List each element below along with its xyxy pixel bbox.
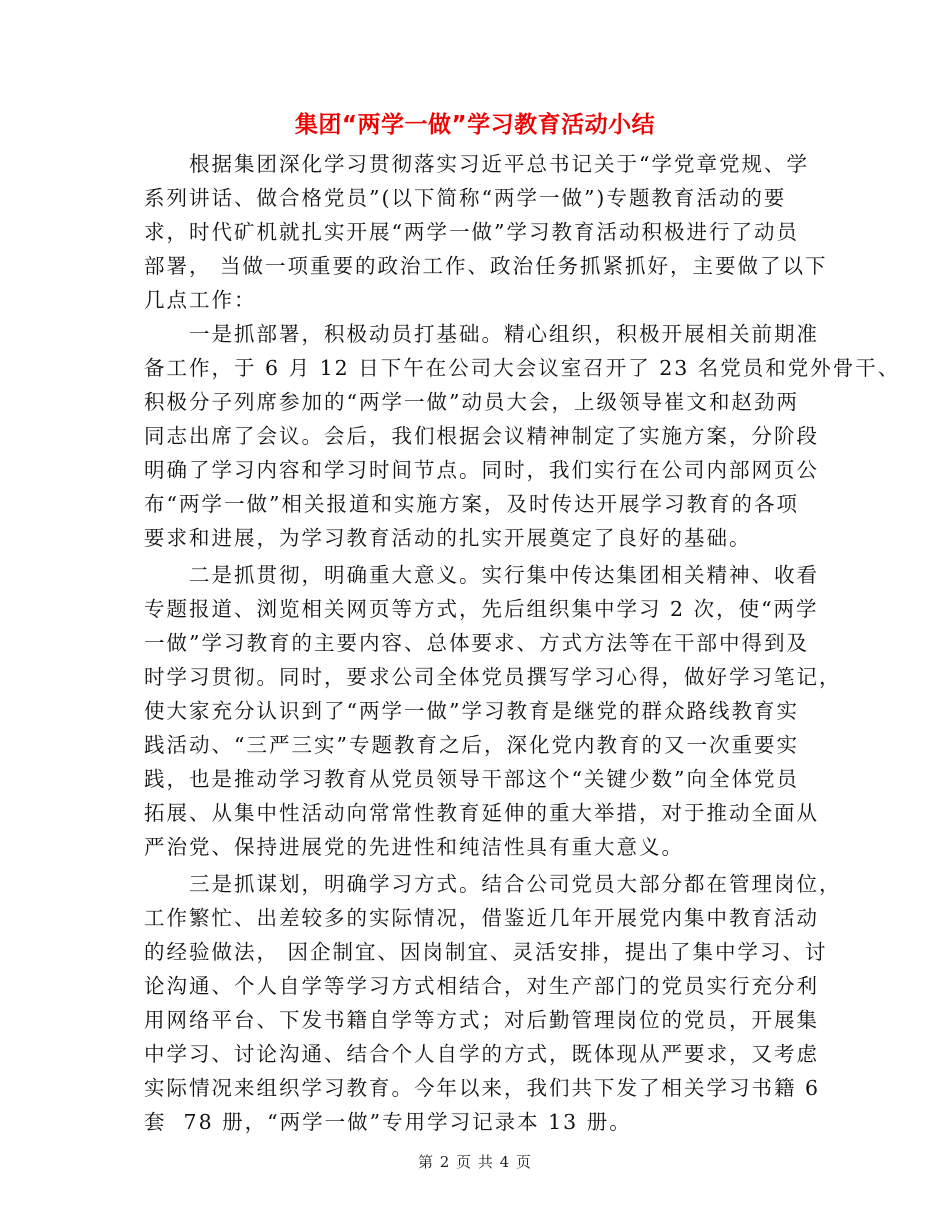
body-line: 工作繁忙、出差较多的实际情况，借鉴近几年开展党内集中教育活动 bbox=[144, 906, 819, 930]
body-line: 三是抓谋划，明确学习方式。结合公司党员大部分都在管理岗位， bbox=[144, 872, 842, 896]
body-line: 时学习贯彻。同时，要求公司全体党员撰写学习心得，做好学习笔记， bbox=[144, 665, 842, 689]
body-line: 二是抓贯彻，明确重大意义。实行集中传达集团相关精神、收看 bbox=[144, 563, 819, 587]
body-line: 同志出席了会议。会后，我们根据会议精神制定了实施方案，分阶段 bbox=[144, 424, 819, 448]
body-line: 使大家充分认识到了“两学一做”学习教育是继党的群众路线教育实 bbox=[144, 699, 799, 723]
body-line: 几点工作： bbox=[144, 288, 257, 312]
body-line: 用网络平台、下发书籍自学等方式；对后勤管理岗位的党员，开展集 bbox=[144, 1008, 819, 1032]
body-line: 严治党、保持进展党的先进性和纯洁性具有重大意义。 bbox=[144, 835, 684, 859]
body-line: 根据集团深化学习贯彻落实习近平总书记关于“学党章党规、学 bbox=[144, 152, 809, 176]
body-line: 要求和进展，为学习教育活动的扎实开展奠定了良好的基础。 bbox=[144, 526, 752, 550]
body-line: 一是抓部署，积极动员打基础。精心组织，积极开展相关前期准 bbox=[144, 322, 819, 346]
body-line: 求，时代矿机就扎实开展“两学一做”学习教育活动积极进行了动员 bbox=[144, 220, 799, 244]
body-line: 论沟通、个人自学等学习方式相结合，对生产部门的党员实行充分利 bbox=[144, 974, 819, 998]
body-line: 拓展、从集中性活动向常常性教育延伸的重大举措，对于推动全面从 bbox=[144, 801, 819, 825]
body-line: 中学习、讨论沟通、结合个人自学的方式，既体现从严要求，又考虑 bbox=[144, 1042, 819, 1066]
body-line: 部署， 当做一项重要的政治工作、政治任务抓紧抓好，主要做了以下 bbox=[144, 254, 828, 278]
body-line: 积极分子列席参加的“两学一做”动员大会，上级领导崔文和赵劲两 bbox=[144, 390, 799, 414]
page-number-footer: 第 2 页 共 4 页 bbox=[418, 1153, 532, 1171]
body-line: 践活动、“三严三实”专题教育之后，深化党内教育的又一次重要实 bbox=[144, 733, 799, 757]
body-line: 明确了学习内容和学习时间节点。同时，我们实行在公司内部网页公 bbox=[144, 458, 819, 482]
body-line: 实际情况来组织学习教育。今年以来，我们共下发了相关学习书籍 6 bbox=[144, 1076, 821, 1100]
body-line: 备工作，于 6 月 12 日下午在公司大会议室召开了 23 名党员和党外骨干、 bbox=[144, 356, 901, 380]
document-title: 集团“两学一做”学习教育活动小结 bbox=[294, 112, 656, 138]
body-line: 系列讲话、做合格党员”(以下简称“两学一做”)专题教育活动的要 bbox=[144, 186, 787, 210]
body-line: 践，也是推动学习教育从党员领导干部这个“关键少数”向全体党员 bbox=[144, 767, 799, 791]
body-line: 专题报道、浏览相关网页等方式，先后组织集中学习 2 次，使“两学 bbox=[144, 597, 819, 621]
body-line: 一做”学习教育的主要内容、总体要求、方式方法等在干部中得到及 bbox=[144, 631, 809, 655]
body-line: 的经验做法， 因企制宜、因岗制宜、灵活安排，提出了集中学习、讨 bbox=[144, 940, 828, 964]
body-line: 布“两学一做”相关报道和实施方案，及时传达开展学习教育的各项 bbox=[144, 492, 799, 516]
body-line: 套 78 册，“两学一做”专用学习记录本 13 册。 bbox=[144, 1110, 632, 1134]
